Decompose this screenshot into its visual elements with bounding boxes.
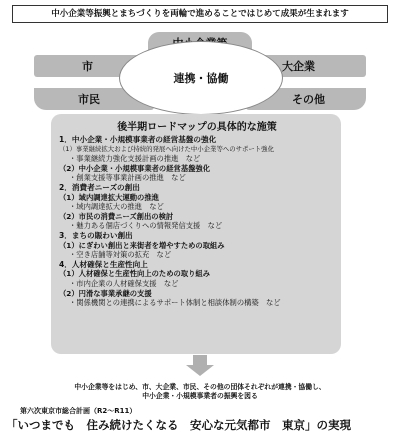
roadmap-line: （1）にぎわい創出と来街者を増やすための取組み — [59, 240, 225, 250]
roadmap-line: ・関係機関との連携によるサポート体制と相談体制の構築 など — [69, 298, 281, 308]
collaboration-label: 連携・協働 — [173, 72, 229, 85]
roadmap-line: （1）事業継続拡大および持続的発展へ向けた中小企業等へのサポート強化 — [59, 144, 274, 153]
roadmap-line: ・魅力ある個店づくりへの情報発信支援 など — [69, 221, 223, 231]
roadmap-line: 1．中小企業・小規模事業者の経営基盤の強化 — [59, 135, 217, 144]
roadmap-line: 4．人材確保と生産性向上 — [59, 259, 148, 269]
roadmap-line: （2）中小企業・小規模事業者の経営基盤強化 — [59, 163, 211, 173]
roadmap-line: ・市内企業の人材確保支援 など — [69, 278, 179, 288]
footer-line-1: 中小企業等をはじめ、市、大企業、市民、その他の団体それぞれが連携・協働し、 — [74, 383, 326, 391]
collaboration-hub — [119, 41, 283, 115]
roadmap-box — [51, 114, 341, 354]
roadmap-line: （2）市民の消費ニーズ創出の検討 — [59, 211, 174, 221]
roadmap-line: 2．消費者ニーズの創出 — [59, 182, 140, 192]
roadmap-line: （1）域内調達拡大運動の推進 — [59, 192, 159, 202]
footer-line-2: 中小企業・小規模事業者の振興を図る — [142, 392, 258, 400]
actor-bottom-left-label: 市民 — [78, 93, 100, 106]
vision-statement: 「いつまでも 住み続けたくなる 安心な元気都市 東京」の実現 — [6, 418, 351, 432]
down-arrow-icon — [185, 355, 215, 377]
roadmap-line: （1）人材確保と生産性向上のための取り組み — [59, 269, 211, 279]
roadmap-title: 後半期ロードマップの具体的な施策 — [117, 122, 277, 133]
roadmap-line: ・創業支援等事業計画の推進 など — [69, 173, 186, 183]
roadmap-line: （2）円滑な事業承継の支援 — [59, 288, 152, 298]
actor-bottom-right-label: その他 — [292, 93, 325, 106]
roadmap-items — [59, 135, 335, 308]
roadmap-line: ・域内調達拡大の推進 など — [69, 202, 164, 212]
roadmap-line: 3．まちの賑わい創出 — [59, 230, 133, 240]
actor-right-label: 大企業 — [282, 60, 315, 73]
plan-label: 第六次東京市総合計画（R2～R11） — [20, 407, 137, 415]
actor-left-label: 市 — [82, 60, 93, 73]
header-banner: 中小企業等振興とまちづくりを両輪で進めることではじめて成果が生まれます — [12, 5, 388, 23]
roadmap-line: ・空き店舗等対策の拡充 など — [69, 250, 172, 260]
roadmap-line: ・事業継続力強化支援計画の推進 など — [69, 154, 201, 164]
